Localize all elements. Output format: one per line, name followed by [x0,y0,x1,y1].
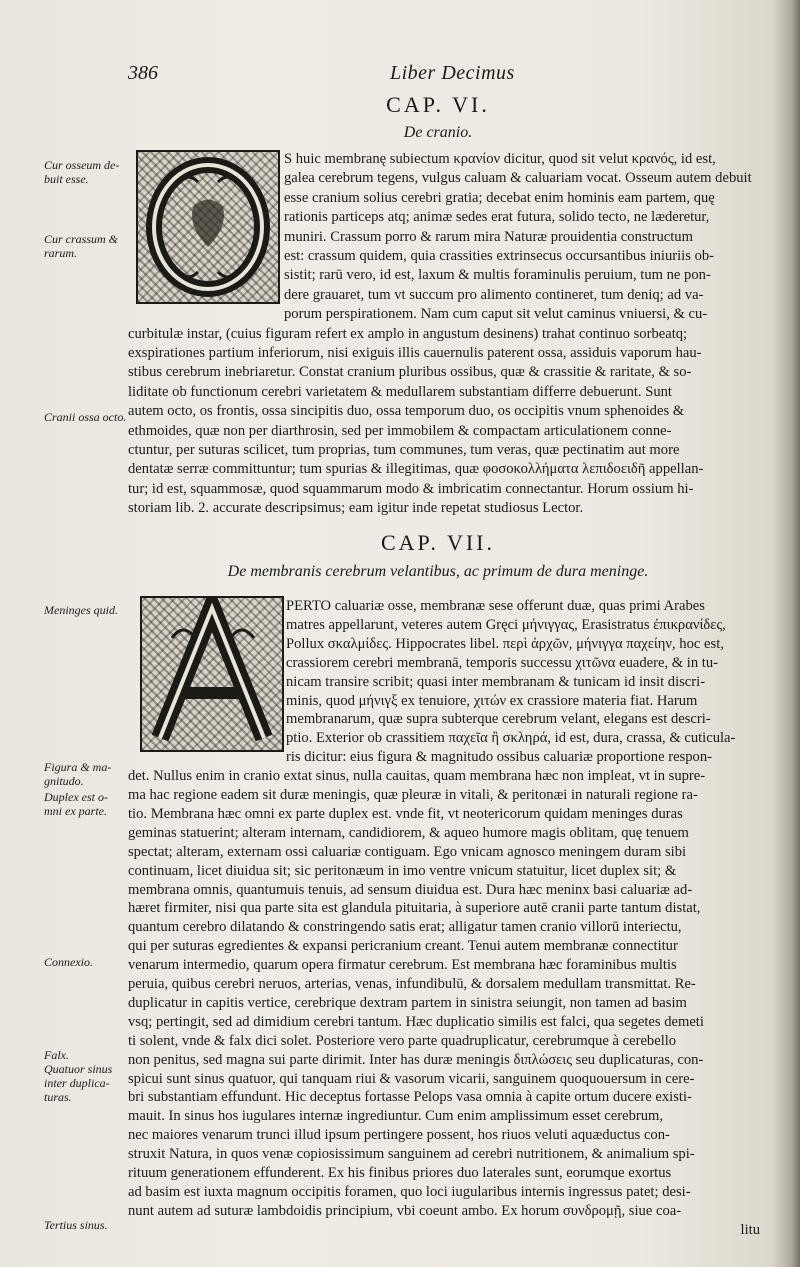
text-line: duplicatur in capitis vertice, cerebrique dextram partem in sinistra seiungit, non tamen ad basim [128,994,687,1011]
margin-note: inter duplica- [44,1076,110,1090]
text-line: dere grauaret, tum vt succum pro alimento contineret, tum deniq; ad va- [284,286,704,303]
running-title: Liber Decimus [390,62,515,84]
chapter-6-heading: CAP. VI. [386,92,490,117]
chapter-6-subtitle: De cranio. [403,124,473,141]
text-line: hæret firmiter, nisi qua parte sita est glandula pituitaria, à superiore autē cranii parte tantum distat, [128,900,701,917]
text-line: autem octo, os frontis, ossa sincipitis duo, ossa temporum duo, os occipitis vnum sphenoides & [128,403,685,420]
margin-note: Tertius sinus. [44,1218,108,1232]
margin-note: Cur osseum de- [44,158,120,172]
text-line: vsq; pertingit, sed ad dimidium cerebri tantum. Hæc duplicatio similis est falci, qua segetes demeti [128,1013,704,1030]
text-line: galea cerebrum tegens, vulgus caluam & caluariam vocat. Osseum autem debuit [284,170,752,187]
text-line: exspirationes partium inferiorum, nisi exiguis illis cauernulis paterent ossa, assiduis vaporum hau- [128,345,702,361]
text-line: est: crassum quidem, quia crassities extrinsecus occursantibus iniuriis ob- [284,248,715,264]
text-line: spicui sunt sinus quatuor, qui tanquam riui & vasorum vicarii, sanguinem quoquouersum in cere- [128,1070,695,1087]
running-head [128,62,748,86]
chapter-7-heading: CAP. VII. [380,530,495,555]
text-line: quantum cerebro dilatando & constringendo satis erat; alligatur tamen cranio villorū interiectu, [128,919,682,936]
text-line: storiam lib. 2. accurate descripsimus; eam igitur inde repetat studiosus Lector. [128,500,584,517]
text-line: venarum intermedio, quarum opera firmatur cerebrum. Est membrana hæc foraminibus multis [128,957,677,974]
decorated-initial-o [136,150,280,304]
text-line: litu [740,1221,760,1238]
page-gutter-shadow [772,0,800,1267]
page-number: 386 [128,62,158,84]
text-line: nec maiores venarum trunci illud ipsum pertingere possent, hos riuos veluti aquæductus con- [128,1127,670,1144]
margin-note: Duplex est o- [44,790,108,804]
text-line: ris dicitur: eius figura & magnitudo ossibus caluariæ proportione respon- [286,749,712,766]
text-line: rituum generationem effunderent. Ex his finibus priores duo laterales sunt, eorumque exortus [128,1165,672,1181]
text-line: tur; id est, squammosæ, quod squammarum modo & imbricatim connectantur. Horum ossium hi- [128,480,694,497]
initial-ornament [138,152,278,302]
margin-note: Figura & ma- [44,760,112,774]
margin-note: rarum. [44,246,78,260]
text-line: porum perspirationem. Nam cum caput sit velut caminus vniuersi, & cu- [284,306,708,323]
margin-note: gnitudo. [44,774,84,788]
text-line: det. Nullus enim in cranio extat sinus, nulla cauitas, quam membrana hæc non impleat, vt in supre- [128,768,706,785]
text-line: ethmoides, quæ non per diarthrosin, sed per immobilem & compactam articulationem conne- [128,422,672,439]
margin-note: buit esse. [44,172,89,186]
text-line: ad basim est iuxta magnum occipitis foramen, quo loci iugularibus internis ingressus patet; desi- [128,1183,691,1200]
text-line: S huic membranę subiectum κρανίον dicitur, quod sit velut κρανός, id est, [284,151,716,167]
text-line: crassiorem cerebri membranā, temporis successu χιτῶνα euadere, & in tu- [286,654,718,671]
text-line: PERTO caluariæ osse, membranæ sese offerunt duæ, quas primi Arabes [286,598,705,614]
text-line: ctuntur, per suturas scilicet, tum proprias, tum communes, tum veras, quæ pectinatim aut more [128,442,680,458]
initial-ornament [142,598,282,750]
text-line: qui per suturas egredientes & expansi pericranium creant. Tenui autem membranæ connectitur [128,938,678,955]
text-line: continuam, licet diuidua sit; sic peritonæum in imo ventre vnicum statuitur, licet duplex sit; & [128,862,677,879]
margin-note: Meninges quid. [44,603,118,617]
margin-note: Falx. [44,1048,69,1062]
text-line: rationis particeps atq; animæ sedes erat futura, solido tecto, ne læderetur, [284,209,710,226]
text-line: liditate ob functionum cerebri varietatem & medullarem substantiam differre debuerunt. Sunt [128,383,672,400]
text-line: struxit Natura, in quos venæ copiosissimum sanguinem ad cerebri nutritionem, & animalium spi- [128,1146,695,1163]
chapter-7-subtitle: De membranis cerebrum velantibus, ac primum de dura meninge. [227,563,649,580]
text-line: ma hac regione eadem sit duræ meningis, quæ pleuræ in vitali, & peritonæi in naturali regione ra- [128,787,698,803]
text-line: sistit; rarū vero, id est, laxum & multis foraminulis peruium, tum ne pon- [284,267,711,284]
text-line: muniri. Crassum porro & rarum mira Naturæ prouidentia constructum [284,228,693,245]
text-line: minis, quod μήνιγξ ex tenuiore, χιτών ex crassiore materia fiat. Harum [286,692,698,709]
text-line: ptio. Exterior ob crassitiem παχεῖα ἢ σκληρά, id est, dura, crassa, & cuticula- [286,730,736,747]
margin-note: turas. [44,1090,72,1104]
text-line: bri substantiam effundunt. Hic deceptus fortasse Pelops vasa omnia à capite ortum ducere existi- [128,1089,692,1106]
margin-note: Connexio. [44,955,93,969]
text-line: matres appellarunt, veteres autem Gręci μήνιγγας, Erasistratus ἐπικρανίδες, [286,616,726,633]
text-line: tio. Membrana hæc omni ex parte duplex est. vnde fit, vt neotericorum quidam meninges duras [128,805,683,822]
text-line: nunt autem ad suturæ lambdoidis principium, vbi coeunt ambo. Ex horum συνδρομῇ, siue coa- [128,1202,682,1219]
decorated-initial-a [140,596,284,752]
margin-note: Cur crassum & [44,232,119,246]
margin-note: Cranii ossa octo. [44,410,127,424]
text-line: nicam transire scribit; quasi inter membranam & tunicam id insit discri- [286,673,706,690]
text-line: stibus cerebrum inebriaretur. Constat cranium pluribus ossibus, quæ & crassitie & raritate, & so- [128,364,692,381]
text-line: ti solent, vnde & falx dici solet. Posteriore vero parte quadruplicatur, cerebrumque à cerebello [128,1032,677,1049]
text-line: geminas statuerint; alteram internam, candidiorem, & aqueo humore magis oblitam, quę tenuem [128,824,689,841]
text-line: peruia, quibus cerebri neruos, arterias, venas, infundibulū, & dorsalem medullam transmittat. Re- [128,976,696,992]
text-line: mauit. In sinus hos iugulares internæ ingrediuntur. Cum enim amplissimum esset cerebrum, [128,1108,664,1125]
margin-note: mni ex parte. [44,804,107,818]
text-line: membrana omnis, quantumuis tenuis, ad sensum diuidua est. Dura hæc meninx basi caluariæ ad- [128,881,693,898]
text-line: non penitus, sed magna sui parte dirimit. Inter has duræ meningis διπλώσεις seu duplicaturas, con- [128,1051,704,1068]
text-line: membranarum, quæ supra subterque cerebrum velant, elegans est descri- [286,711,711,728]
text-line: Pollux σκαλμίδες. Hippocrates libel. περὶ ἀρχῶν, μήνιγγα παχείην, hoc est, [286,635,724,652]
text-line: esse cranium solius cerebri gratia; decebat enim hominis eam partem, quę [284,189,715,206]
text-line: spectat; alteram, externam ossi caluariæ contiguam. Ego vnicam agnosco meningem duram sibi [128,843,687,860]
text-line: dentatæ serræ committuntur; tum spurias & illegitimas, quæ φοσοκολλήματα λεπιδοειδῆ appellan- [128,461,704,478]
margin-note: Quatuor sinus [44,1062,113,1076]
text-line: curbitulæ instar, (cuius figuram refert ex amplo in angustum desinens) trahat continuo sorbeatq; [128,325,688,342]
